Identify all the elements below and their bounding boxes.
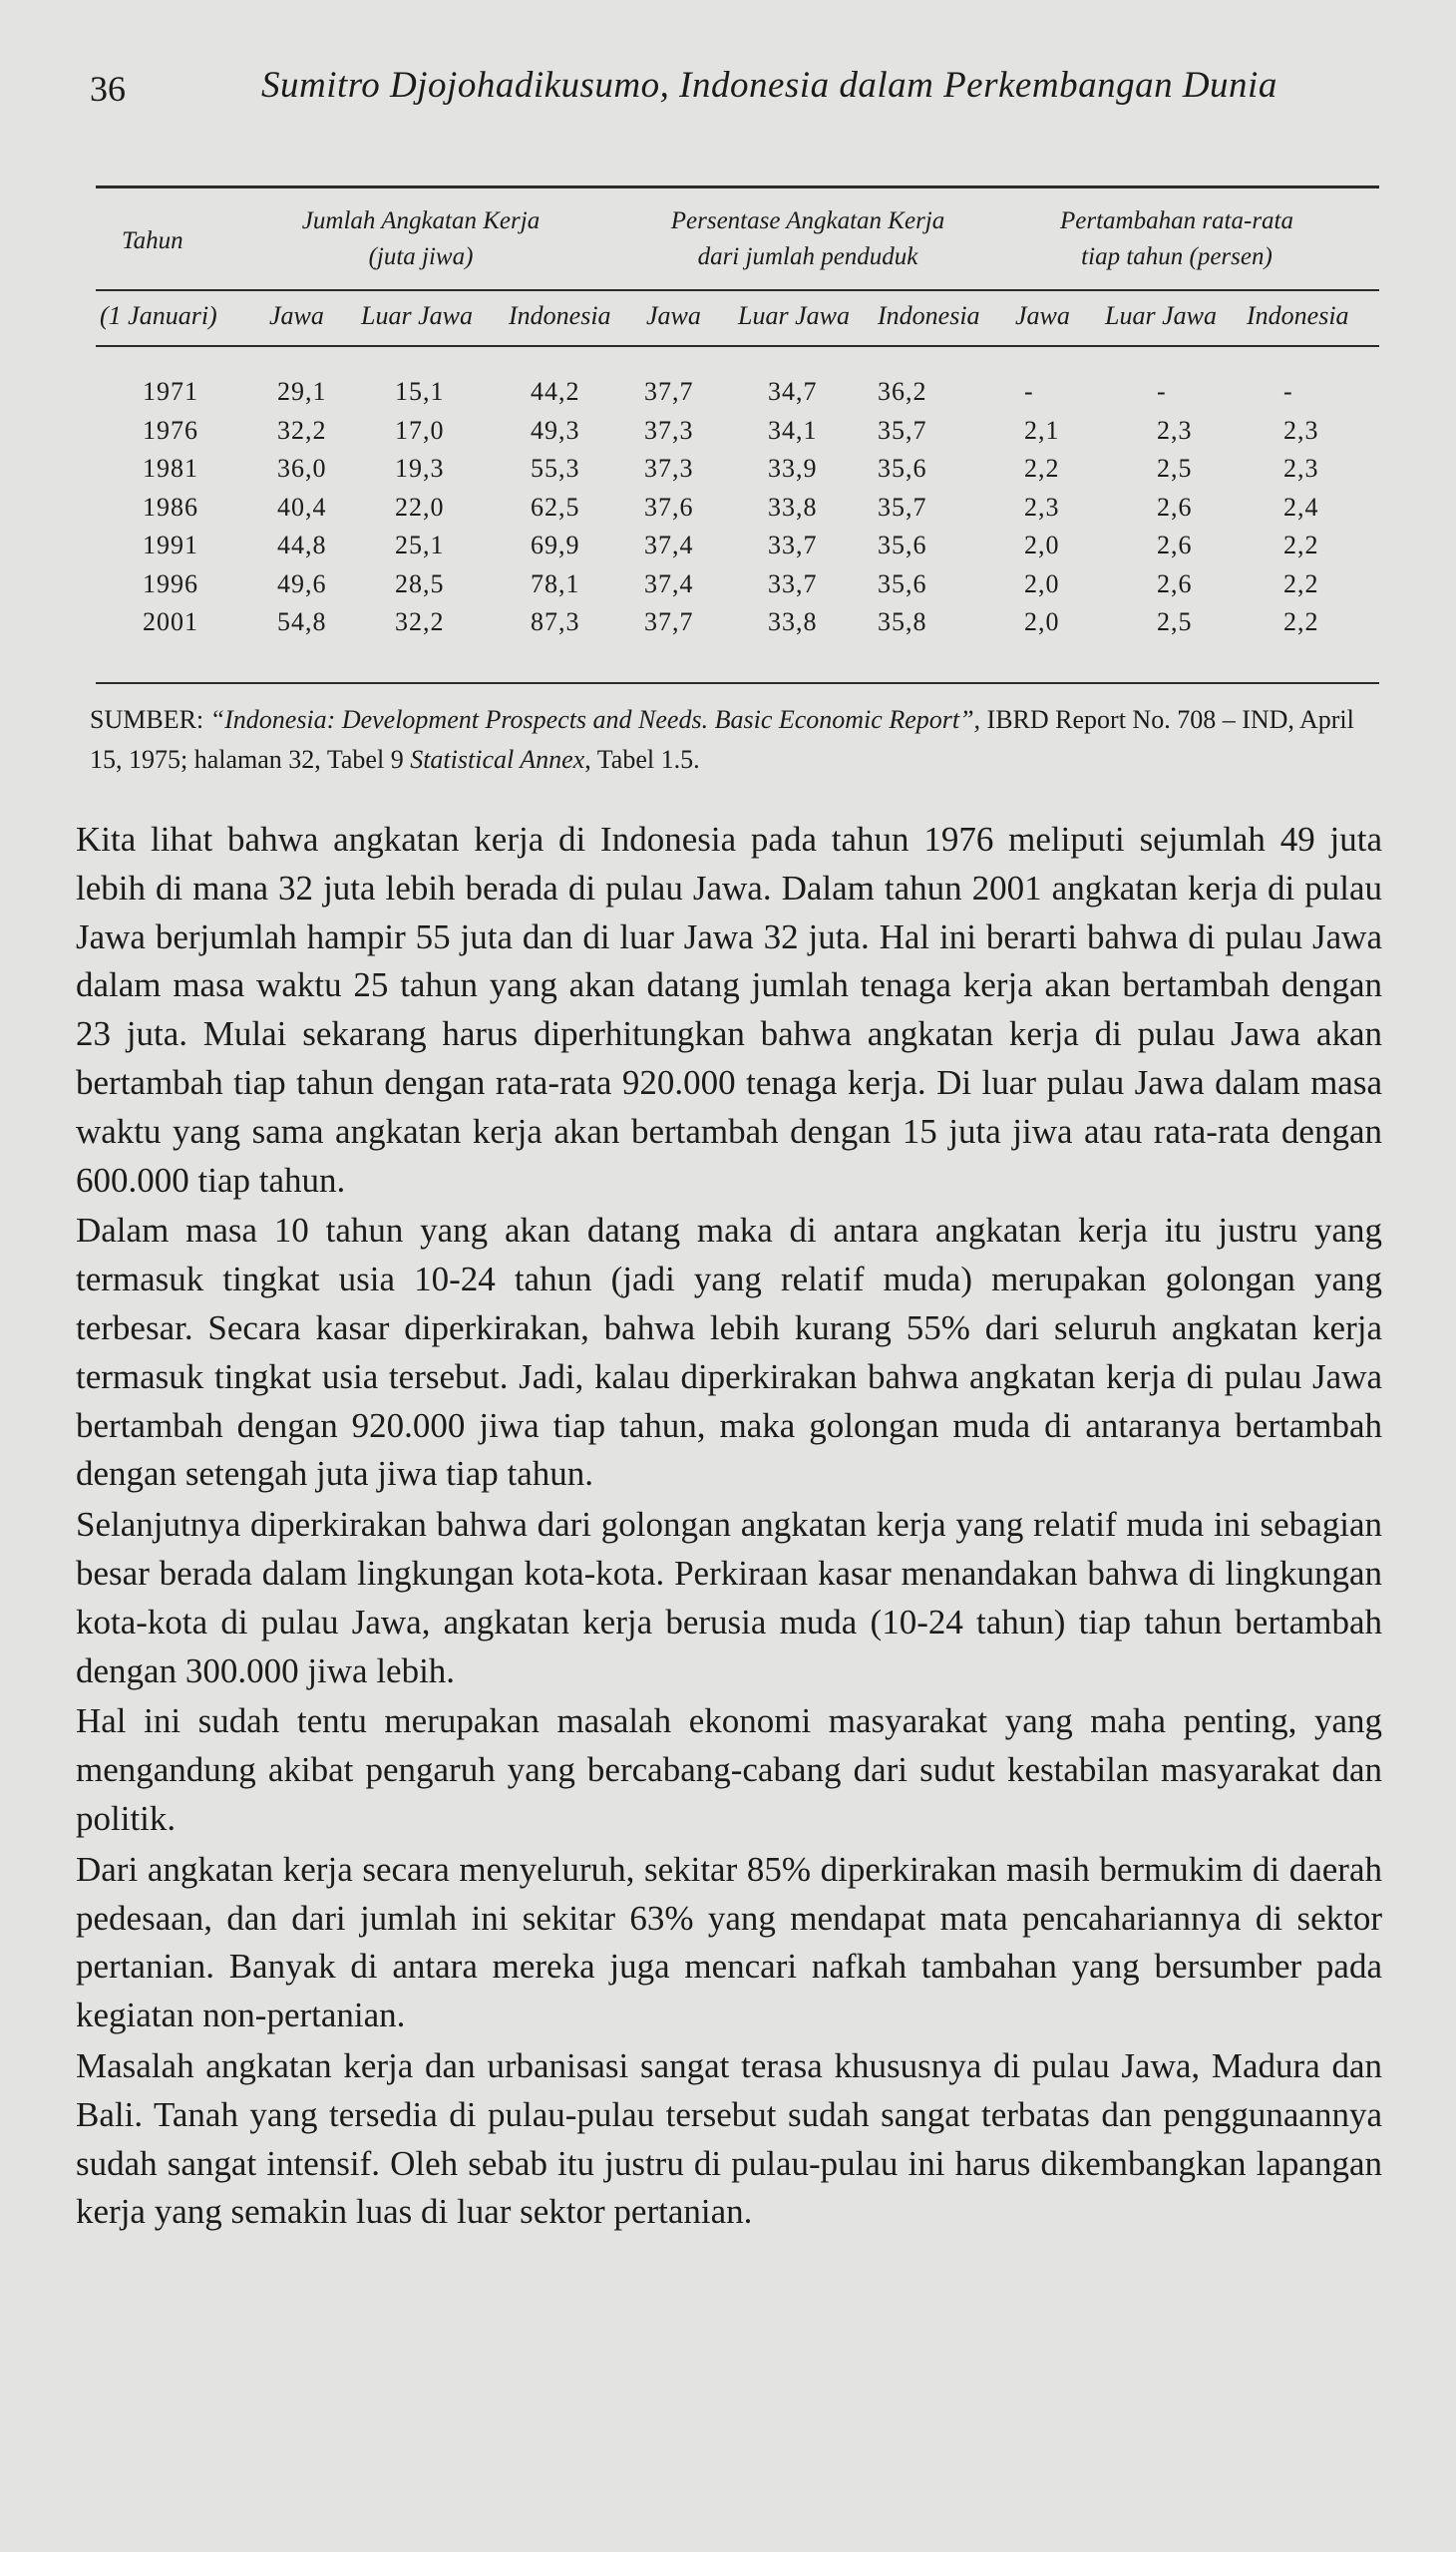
table-cell: 2,5 (1157, 454, 1193, 483)
header-group-pertambahan-line1: Pertambahan rata-rata (1059, 207, 1294, 234)
table-cell: 2,0 (1024, 531, 1060, 559)
table-cell: 62,5 (531, 492, 580, 522)
subheader-cell: Indonesia (878, 301, 980, 330)
table-cell: - (1283, 377, 1293, 406)
table-cell: 37,3 (644, 454, 694, 483)
running-title: Sumitro Djojohadikusumo, Indonesia dalam Perkembangan Dunia (261, 65, 1277, 106)
table-cell: 2,3 (1157, 415, 1193, 445)
source-annex: Statistical Annex (410, 745, 585, 774)
table-cell: 2,4 (1283, 492, 1319, 522)
header-group-jumlah-line1: Jumlah Angkatan Kerja (301, 207, 541, 234)
header-group-jumlah (261, 203, 580, 275)
row-year: 1976 (143, 415, 198, 445)
subheader-cell: (1 Januari) (100, 301, 217, 330)
table-cell: 32,2 (395, 607, 445, 636)
table-cell: 54,8 (277, 607, 327, 636)
subheader-cell: Indonesia (509, 301, 611, 330)
source-detail: IBRD Report No. 708 – IND, April 15, 1975; halaman 32, Tabel 9 (90, 705, 1354, 774)
table-cell: 35,6 (878, 454, 927, 483)
header-group-persentase-line2: dari jumlah penduduk (697, 243, 918, 270)
source-label: SUMBER: (90, 705, 210, 734)
subheader-cell: Jawa (1015, 301, 1070, 330)
table-cell: 78,1 (531, 568, 580, 598)
table-cell: 2,0 (1024, 607, 1060, 636)
table-subheader-rule (96, 345, 1379, 347)
table-cell: 35,6 (878, 568, 927, 598)
paragraph: Dari angkatan kerja secara menyeluruh, sekitar 85% diperkirakan masih bermukim di daerah pedesaan, dan dari jumlah ini sekitar 63% yang mendapat mata pencahariannya di sektor pertanian. Banyak di antara mereka juga mencari nafkah tambahan yang bersumber pada kegiatan non-pertanian. (76, 1849, 1382, 2035)
table-cell: 29,1 (277, 377, 327, 406)
table-cell: 2,2 (1283, 531, 1319, 559)
table-cell: 36,0 (277, 454, 327, 483)
table-cell: 17,0 (395, 415, 445, 445)
table-cell: 22,0 (395, 492, 445, 522)
table-bottom-rule (96, 682, 1379, 684)
table-cell: 44,2 (531, 377, 580, 406)
table-cell: 49,6 (277, 568, 327, 598)
header-group-pertambahan-line2: tiap tahun (persen) (1081, 243, 1273, 270)
table-cell: 32,2 (277, 415, 327, 445)
table-cell: 40,4 (277, 492, 327, 522)
table-cell: 37,3 (644, 415, 694, 445)
table-cell: 35,8 (878, 607, 927, 636)
subheader-cell: Luar Jawa (1105, 301, 1217, 330)
table-cell: 2,6 (1157, 492, 1193, 522)
table-cell: 34,7 (768, 377, 818, 406)
header-group-pertambahan (1017, 203, 1336, 275)
header-group-persentase-line1: Persentase Angkatan Kerja (670, 207, 945, 234)
table-cell: 35,7 (878, 415, 927, 445)
table-cell: - (1157, 377, 1167, 406)
table-cell: 34,1 (768, 415, 818, 445)
table-cell: 28,5 (395, 568, 445, 598)
subheader-cell: Luar Jawa (738, 301, 850, 330)
table-cell: 2,2 (1024, 454, 1060, 483)
table-cell: 37,6 (644, 492, 694, 522)
table-cell: 69,9 (531, 531, 580, 559)
table-cell: 37,4 (644, 531, 694, 559)
table-cell: 15,1 (395, 377, 445, 406)
table-cell: 2,3 (1283, 454, 1319, 483)
table-cell: 33,7 (768, 568, 818, 598)
header-tahun: Tahun (122, 227, 183, 254)
source-title: “Indonesia: Development Prospects and Needs. Basic Economic Report”, (209, 705, 981, 734)
table-cell: 2,6 (1157, 568, 1193, 598)
table-cell: 19,3 (395, 454, 445, 483)
source-note (90, 700, 1386, 780)
paragraph: Masalah angkatan kerja dan urbanisasi sangat terasa khususnya di pulau Jawa, Madura dan Bali. Tanah yang tersedia di pulau-pulau tersebut sudah sangat terbatas dan penggunaannya sudah sangat intensif. Oleh sebab itu justru di pulau-pulau ini harus dikembangkan lapangan kerja yang semakin luas di luar sektor pertanian. (76, 2045, 1382, 2232)
table-cell: - (1024, 377, 1034, 406)
table-cell: 2,5 (1157, 607, 1193, 636)
paragraph: Dalam masa 10 tahun yang akan datang maka di antara angkatan kerja itu justru yang termasuk tingkat usia 10-24 tahun (jadi yang relatif muda) merupakan golongan yang terbesar. Secara kasar diperkirakan, bahwa lebih kurang 55% dari seluruh angkatan kerja termasuk tingkat usia tersebut. Jadi, kalau diperkirakan bahwa angkatan kerja di pulau Jawa bertambah dengan 920.000 jiwa tiap tahun, maka golongan muda di antaranya bertambah dengan setengah juta jiwa tiap tahun. (76, 1211, 1382, 1494)
subheader-cell: Jawa (646, 301, 701, 330)
row-year: 1991 (143, 531, 198, 559)
source-end: , Tabel 1.5. (584, 745, 700, 774)
table-cell: 33,8 (768, 492, 818, 522)
paragraph: Selanjutnya diperkirakan bahwa dari golongan angkatan kerja yang relatif muda ini sebagian besar berada dalam lingkungan kota-kota. Perkiraan kasar menandakan bahwa di lingkungan kota-kota di pulau Jawa, angkatan kerja berusia muda (10-24 tahun) tiap tahun bertambah dengan 300.000 jiwa lebih. (76, 1505, 1382, 1690)
table-cell: 36,2 (878, 377, 927, 406)
page-number: 36 (90, 69, 126, 109)
paragraph: Hal ini sudah tentu merupakan masalah ekonomi masyarakat yang maha penting, yang mengandung akibat pengaruh yang bercabang-cabang dari sudut kestabilan masyarakat dan politik. (76, 1701, 1382, 1838)
subheader-cell: Jawa (269, 301, 324, 330)
subheader-cell: Luar Jawa (361, 301, 473, 330)
table-cell: 2,1 (1024, 415, 1060, 445)
row-year: 1986 (143, 492, 198, 522)
table-cell: 33,8 (768, 607, 818, 636)
table-header-rule (96, 289, 1379, 291)
table-cell: 37,7 (644, 607, 694, 636)
table-cell: 2,3 (1283, 415, 1319, 445)
table-cell: 35,7 (878, 492, 927, 522)
table-cell: 37,4 (644, 568, 694, 598)
row-year: 1971 (143, 377, 198, 406)
subheader-cell: Indonesia (1247, 301, 1349, 330)
table-cell: 44,8 (277, 531, 327, 559)
body-text (76, 816, 1382, 2239)
header-group-persentase (638, 203, 977, 275)
header-group-jumlah-line2: (juta jiwa) (368, 243, 474, 270)
table-cell: 2,2 (1283, 607, 1319, 636)
table-cell: 2,6 (1157, 531, 1193, 559)
paragraph: Kita lihat bahwa angkatan kerja di Indonesia pada tahun 1976 meliputi sejumlah 49 juta lebih di mana 32 juta lebih berada di pulau Jawa. Dalam tahun 2001 angkatan kerja di pulau Jawa berjumlah hampir 55 juta dan di luar Jawa 32 juta. Hal ini berarti bahwa di pulau Jawa dalam masa waktu 25 tahun yang akan datang jumlah tenaga kerja akan bertambah dengan 23 juta. Mulai sekarang harus diperhitungkan bahwa angkatan kerja di pulau Jawa akan bertambah tiap tahun dengan rata-rata 920.000 tenaga kerja. Di luar pulau Jawa dalam masa waktu yang sama angkatan kerja akan bertambah dengan 15 juta jiwa atau rata-rata dengan 600.000 tiap tahun. (76, 820, 1382, 1200)
table-cell: 87,3 (531, 607, 580, 636)
table-top-rule (96, 185, 1379, 188)
table-cell: 37,7 (644, 377, 694, 406)
row-year: 2001 (143, 607, 198, 636)
row-year: 1981 (143, 454, 198, 483)
row-year: 1996 (143, 568, 198, 598)
table-cell: 55,3 (531, 454, 580, 483)
table-cell: 35,6 (878, 531, 927, 559)
table-cell: 33,9 (768, 454, 818, 483)
table-cell: 25,1 (395, 531, 445, 559)
table-cell: 2,3 (1024, 492, 1060, 522)
table-cell: 2,0 (1024, 568, 1060, 598)
table-cell: 2,2 (1283, 568, 1319, 598)
table-cell: 33,7 (768, 531, 818, 559)
table-cell: 49,3 (531, 415, 580, 445)
